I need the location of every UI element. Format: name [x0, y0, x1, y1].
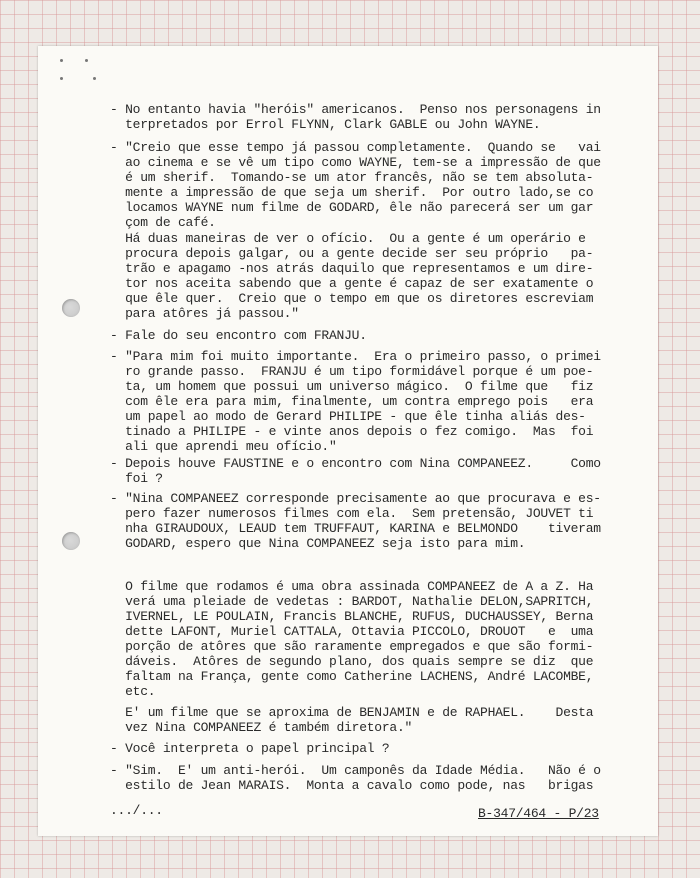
text-line: vez Nina COMPANEEZ é também diretora.": [110, 720, 413, 735]
text-line: - "Creio que esse tempo já passou completamente. Quando se vai: [110, 140, 601, 155]
punch-hole-bottom: [62, 532, 80, 550]
text-line: - Você interpreta o papel principal ?: [110, 741, 390, 756]
text-line: estilo de Jean MARAIS. Monta a cavalo como pode, nas brigas: [110, 778, 594, 793]
text-line: E' um filme que se aproxima de BENJAMIN e de RAPHAEL. Desta: [110, 705, 594, 720]
text-line: faltam na França, gente como Catherine LACHENS, André LACOMBE,: [110, 669, 594, 684]
speck: [93, 77, 96, 80]
speck: [60, 77, 63, 80]
text-line: para atôres já passou.": [110, 306, 299, 321]
text-line: com êle era para mim, finalmente, um contra emprego pois era: [110, 394, 594, 409]
text-line: trão e apagamo -nos atrás daquilo que representamos e um dire-: [110, 261, 594, 276]
text-line: um papel ao modo de Gerard PHILIPE - que êle tinha aliás des-: [110, 409, 586, 424]
text-line: - Depois houve FAUSTINE e o encontro com Nina COMPANEEZ. Como: [110, 456, 601, 471]
text-line: çom de café.: [110, 215, 216, 230]
text-line: nha GIRAUDOUX, LEAUD tem TRUFFAUT, KARINA e BELMONDO tiveram: [110, 521, 601, 536]
text-line: ta, um homem que possui um universo mágico. O filme que fiz: [110, 379, 594, 394]
text-line: foi ?: [110, 471, 163, 486]
text-line: procura depois galgar, ou a gente decide ser seu próprio pa-: [110, 246, 594, 261]
text-line: é um sherif. Tomando-se um ator francês, não se tem absoluta-: [110, 170, 594, 185]
text-line: locamos WAYNE num filme de GODARD, êle não parecerá ser um gar: [110, 200, 594, 215]
text-line: - Fale do seu encontro com FRANJU.: [110, 328, 367, 343]
text-line: Há duas maneiras de ver o ofício. Ou a gente é um operário e: [110, 231, 586, 246]
text-line: tinado a PHILIPE - e vinte anos depois o fez comigo. Mas foi: [110, 424, 594, 439]
document-reference: B-347/464 - P/23: [478, 806, 599, 821]
continuation-mark: .../...: [110, 803, 163, 818]
punch-hole-top: [62, 299, 80, 317]
text-line: dáveis. Atôres de segundo plano, dos quais sempre se diz que: [110, 654, 594, 669]
text-line: terpretados por Errol FLYNN, Clark GABLE ou John WAYNE.: [110, 117, 541, 132]
text-line: mente a impressão de que seja um sherif. Por outro lado,se co: [110, 185, 594, 200]
speck: [60, 59, 63, 62]
text-line: IVERNEL, LE POULAIN, Francis BLANCHE, RUFUS, DUCHAUSSEY, Berna: [110, 609, 594, 624]
text-line: etc.: [110, 684, 156, 699]
text-line: - No entanto havia "heróis" americanos. Penso nos personagens in: [110, 102, 601, 117]
text-line: - "Sim. E' um anti-herói. Um camponês da Idade Média. Não é o: [110, 763, 601, 778]
text-line: - "Para mim foi muito importante. Era o primeiro passo, o primei: [110, 349, 601, 364]
typed-page: [38, 46, 658, 836]
text-line: tor nos aceita sabendo que a gente é capaz de ser exatamente o: [110, 276, 594, 291]
speck: [85, 59, 88, 62]
text-line: ali que aprendi meu ofício.": [110, 439, 337, 454]
text-line: ao cinema e se vê um tipo como WAYNE, tem-se a impressão de que: [110, 155, 601, 170]
text-line: GODARD, espero que Nina COMPANEEZ seja isto para mim.: [110, 536, 526, 551]
text-line: porção de atôres que são raramente empregados e que são formi-: [110, 639, 594, 654]
text-line: pero fazer numerosos filmes com ela. Sem pretensão, JOUVET ti: [110, 506, 594, 521]
text-line: - "Nina COMPANEEZ corresponde precisamente ao que procurava e es-: [110, 491, 601, 506]
text-line: dette LAFONT, Muriel CATTALA, Ottavia PICCOLO, DROUOT e uma: [110, 624, 594, 639]
text-line: que êle quer. Creio que o tempo em que os diretores escreviam: [110, 291, 594, 306]
text-line: O filme que rodamos é uma obra assinada COMPANEEZ de A a Z. Ha: [110, 579, 594, 594]
text-line: ro grande passo. FRANJU é um tipo formidável porque é um poe-: [110, 364, 594, 379]
text-line: verá uma pleiade de vedetas : BARDOT, Nathalie DELON,SAPRITCH,: [110, 594, 594, 609]
